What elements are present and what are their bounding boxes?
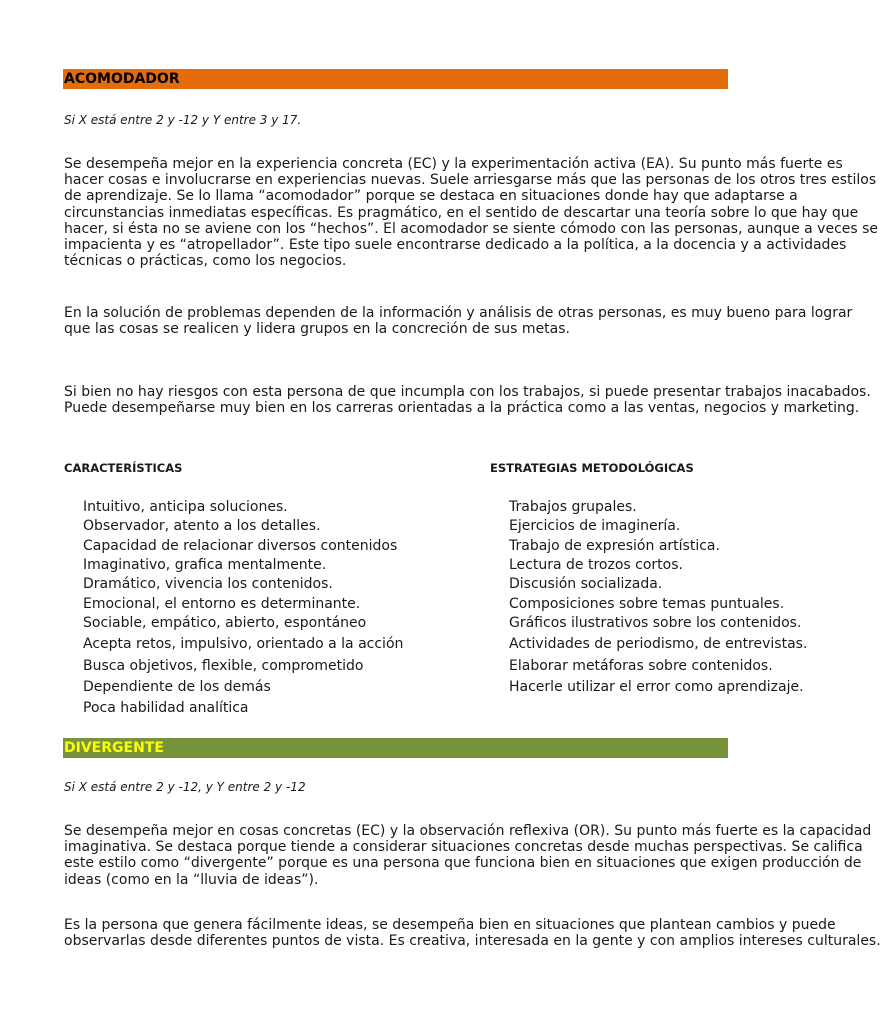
characteristics-list (83, 499, 483, 721)
characteristic-item: Imaginativo, grafica mentalmente. (83, 557, 327, 573)
paragraph (64, 384, 871, 417)
paragraph-line: que las cosas se realicen y lidera grupos en la concreción de sus metas. (64, 321, 570, 338)
paragraph-line: Puede desempeñarse muy bien en los carreras orientadas a la práctica como a las ventas, negocios y marketing. (64, 400, 860, 417)
strategy-item: Actividades de periodismo, de entrevistas. (509, 636, 808, 652)
paragraph-line: técnicas o prácticas, como los negocios. (64, 253, 347, 270)
paragraph-line: Es la persona que genera fácilmente ideas, se desempeña bien en situaciones que plantean cambios y puede (64, 917, 836, 933)
paragraph-line: de aprendizaje. Se lo llama “acomodador” porque se destaca en situaciones donde hay que adaptarse a (64, 188, 798, 205)
paragraph (64, 156, 879, 270)
strategy-item: Discusión socializada. (509, 576, 663, 592)
strategy-item: Trabajos grupales. (509, 499, 637, 515)
characteristic-item: Dramático, vivencia los contenidos. (83, 576, 333, 592)
strategy-item: Gráficos ilustrativos sobre los contenidos. (509, 615, 802, 631)
paragraph-line: este estilo como “divergente” porque es una persona que funciona bien en situaciones que exigen producción de (64, 855, 862, 872)
strategies-list (509, 499, 808, 699)
paragraph-line: Se desempeña mejor en la experiencia concreta (EC) y la experimentación activa (EA). Su punto más fuerte es (64, 156, 843, 172)
characteristic-item: Acepta retos, impulsivo, orientado a la acción (83, 636, 404, 652)
strategy-item: Elaborar metáforas sobre contenidos. (509, 658, 773, 674)
characteristic-item: Sociable, empático, abierto, espontáneo (83, 615, 367, 631)
section-header-acomodador (63, 69, 728, 89)
paragraph (64, 305, 853, 338)
paragraph-line: imaginativa. Se destaca porque tiende a considerar situaciones concretas desde muchas perspectivas. Se califica (64, 839, 863, 856)
strategy-item: Hacerle utilizar el error como aprendizaje. (509, 679, 804, 695)
section-header-divergente (63, 738, 728, 758)
paragraph (64, 917, 881, 950)
section-title: DIVERGENTE (64, 740, 164, 756)
strategies-header: ESTRATEGIAS METODOLÓGICAS (490, 461, 694, 475)
paragraph-line: Se desempeña mejor en cosas concretas (EC) y la observación reflexiva (OR). Su punto más fuerte es la capacidad (64, 823, 872, 839)
strategy-item: Composiciones sobre temas puntuales. (509, 596, 785, 612)
strategy-item: Ejercicios de imaginería. (509, 518, 681, 534)
characteristic-item: Capacidad de relacionar diversos contenidos (83, 538, 398, 554)
characteristic-item: Busca objetivos, flexible, comprometido (83, 658, 364, 674)
condition-text: Si X está entre 2 y -12, y Y entre 2 y -12 (64, 780, 306, 794)
characteristic-item: Emocional, el entorno es determinante. (83, 596, 361, 612)
strategy-item: Trabajo de expresión artística. (509, 538, 720, 554)
characteristic-item: Dependiente de los demás (83, 679, 271, 695)
condition-text: Si X está entre 2 y -12 y Y entre 3 y 17. (64, 113, 302, 127)
characteristic-item: Poca habilidad analítica (83, 700, 249, 716)
paragraph-line: observarlas desde diferentes puntos de vista. Es creativa, interesada en la gente y con amplios intereses culturales. (64, 933, 881, 950)
characteristics-header: CARACTERÍSTICAS (64, 461, 183, 475)
paragraph-line: En la solución de problemas dependen de la información y análisis de otras personas, es muy bueno para lograr (64, 305, 853, 321)
paragraph-line: hacer cosas e involucrarse en experiencias nuevas. Suele arriesgarse más que las personas de los otros tres estilos (64, 172, 877, 189)
paragraph-line: impacienta y es “atropellador”. Este tipo suele encontrarse dedicado a la política, a la docencia y a actividades (64, 237, 847, 254)
paragraph-line: Si bien no hay riesgos con esta persona de que incumpla con los trabajos, si puede presentar trabajos inacabados. (64, 384, 871, 400)
strategy-item: Lectura de trozos cortos. (509, 557, 683, 573)
paragraph (64, 823, 872, 888)
characteristic-item: Intuitivo, anticipa soluciones. (83, 499, 288, 515)
paragraph-line: ideas (como en la “lluvia de ideas”). (64, 871, 319, 888)
paragraph-line: hacer, si ésta no se aviene con los “hechos”. El acomodador se siente cómodo con las personas, aunque a veces se (64, 220, 879, 237)
section-title: ACOMODADOR (64, 71, 180, 87)
characteristic-item: Observador, atento a los detalles. (83, 518, 321, 534)
paragraph-line: circunstancias inmediatas específicas. Es pragmático, en el sentido de descartar una teoría sobre lo que hay que (64, 204, 859, 221)
